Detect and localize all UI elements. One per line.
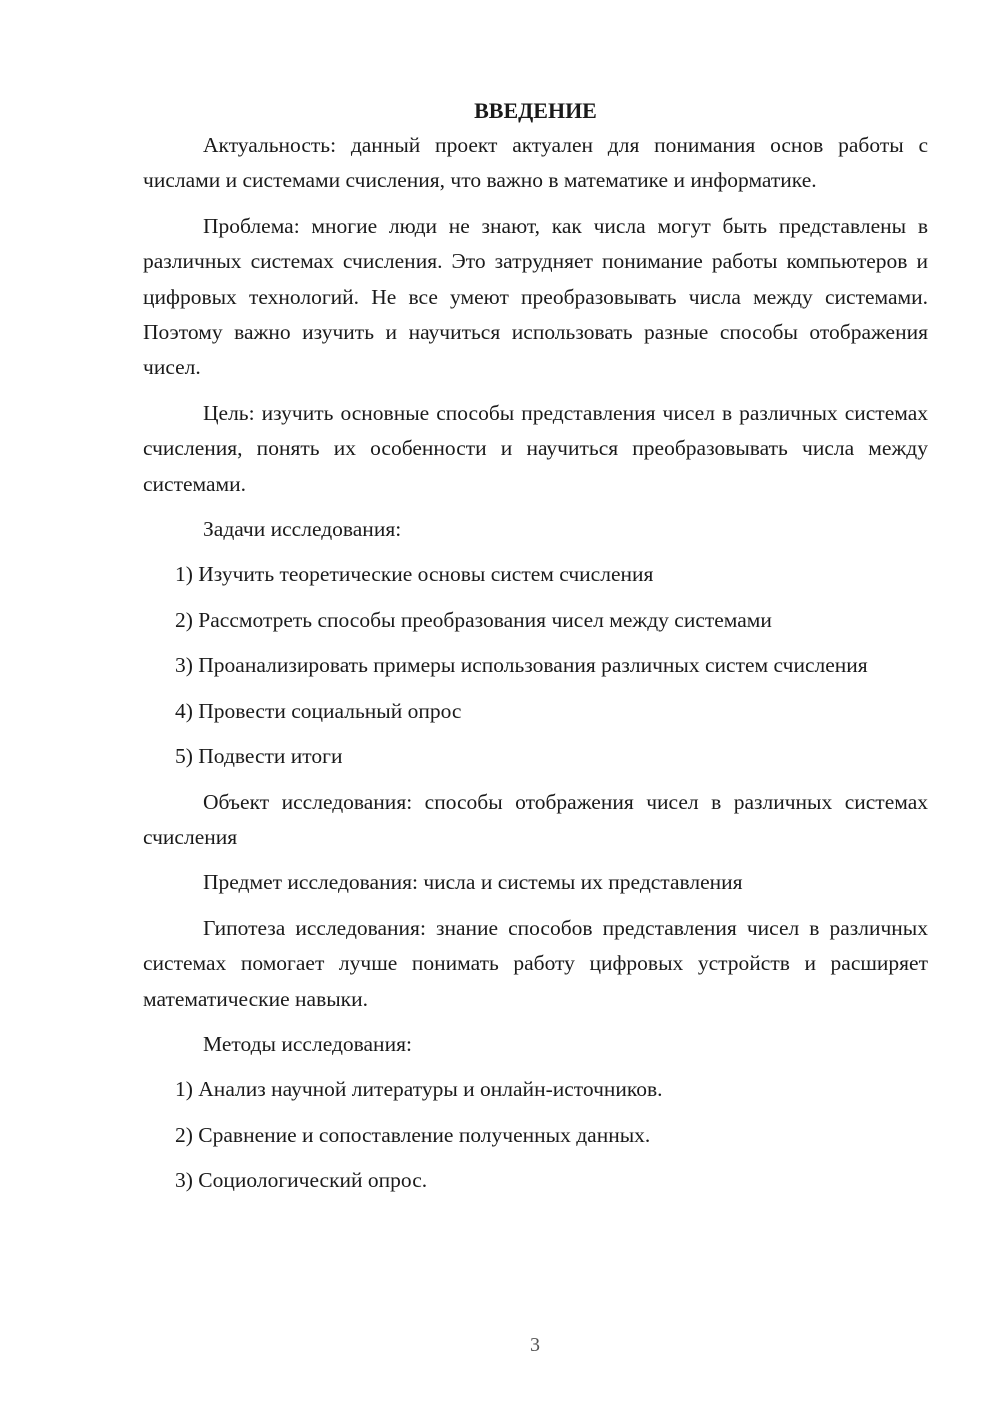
method-item-2: 2) Сравнение и сопоставление полученных данных. [175, 1122, 651, 1147]
page-number: 3 [530, 1334, 540, 1356]
hypothesis-paragraph: Гипотеза исследования: знание способов представления чисел в различных системах помогает лучше понимать работу цифровых устройств и расширяет математические навыки. [143, 915, 928, 1011]
relevance-paragraph: Актуальность: данный проект актуален для понимания основ работы с числами и системами счисления, что важно в математике и информатике. [143, 133, 928, 193]
task-item-1: 1) Изучить теоретические основы систем счисления [175, 562, 654, 587]
task-item-4: 4) Провести социальный опрос [175, 698, 462, 723]
task-item-2: 2) Рассмотреть способы преобразования чисел между системами [175, 607, 772, 632]
methods-heading: Методы исследования: [203, 1031, 412, 1056]
document-page [143, 96, 928, 1209]
goal-paragraph: Цель: изучить основные способы представления чисел в различных системах счисления, понять их особенности и научиться преобразовывать числа между системами. [143, 400, 928, 496]
task-item-5: 5) Подвести итоги [175, 744, 343, 769]
section-title: ВВЕДЕНИЕ [474, 98, 597, 123]
method-item-3: 3) Социологический опрос. [175, 1168, 428, 1193]
problem-paragraph: Проблема: многие люди не знают, как числа могут быть представлены в различных системах счисления. Это затрудняет понимание работы компьютеров и цифровых технологий. Не все умеют преобразовывать числа между системами. Поэтому важно изучить и научиться использовать разные способы отображения чисел. [143, 213, 928, 380]
task-item-3: 3) Проанализировать примеры использования различных систем счисления [175, 653, 868, 678]
method-item-1: 1) Анализ научной литературы и онлайн-источников. [175, 1077, 663, 1102]
tasks-heading: Задачи исследования: [203, 517, 402, 542]
subject-paragraph: Предмет исследования: числа и системы их представления [203, 870, 743, 895]
object-paragraph: Объект исследования: способы отображения чисел в различных системах счисления [143, 789, 928, 849]
